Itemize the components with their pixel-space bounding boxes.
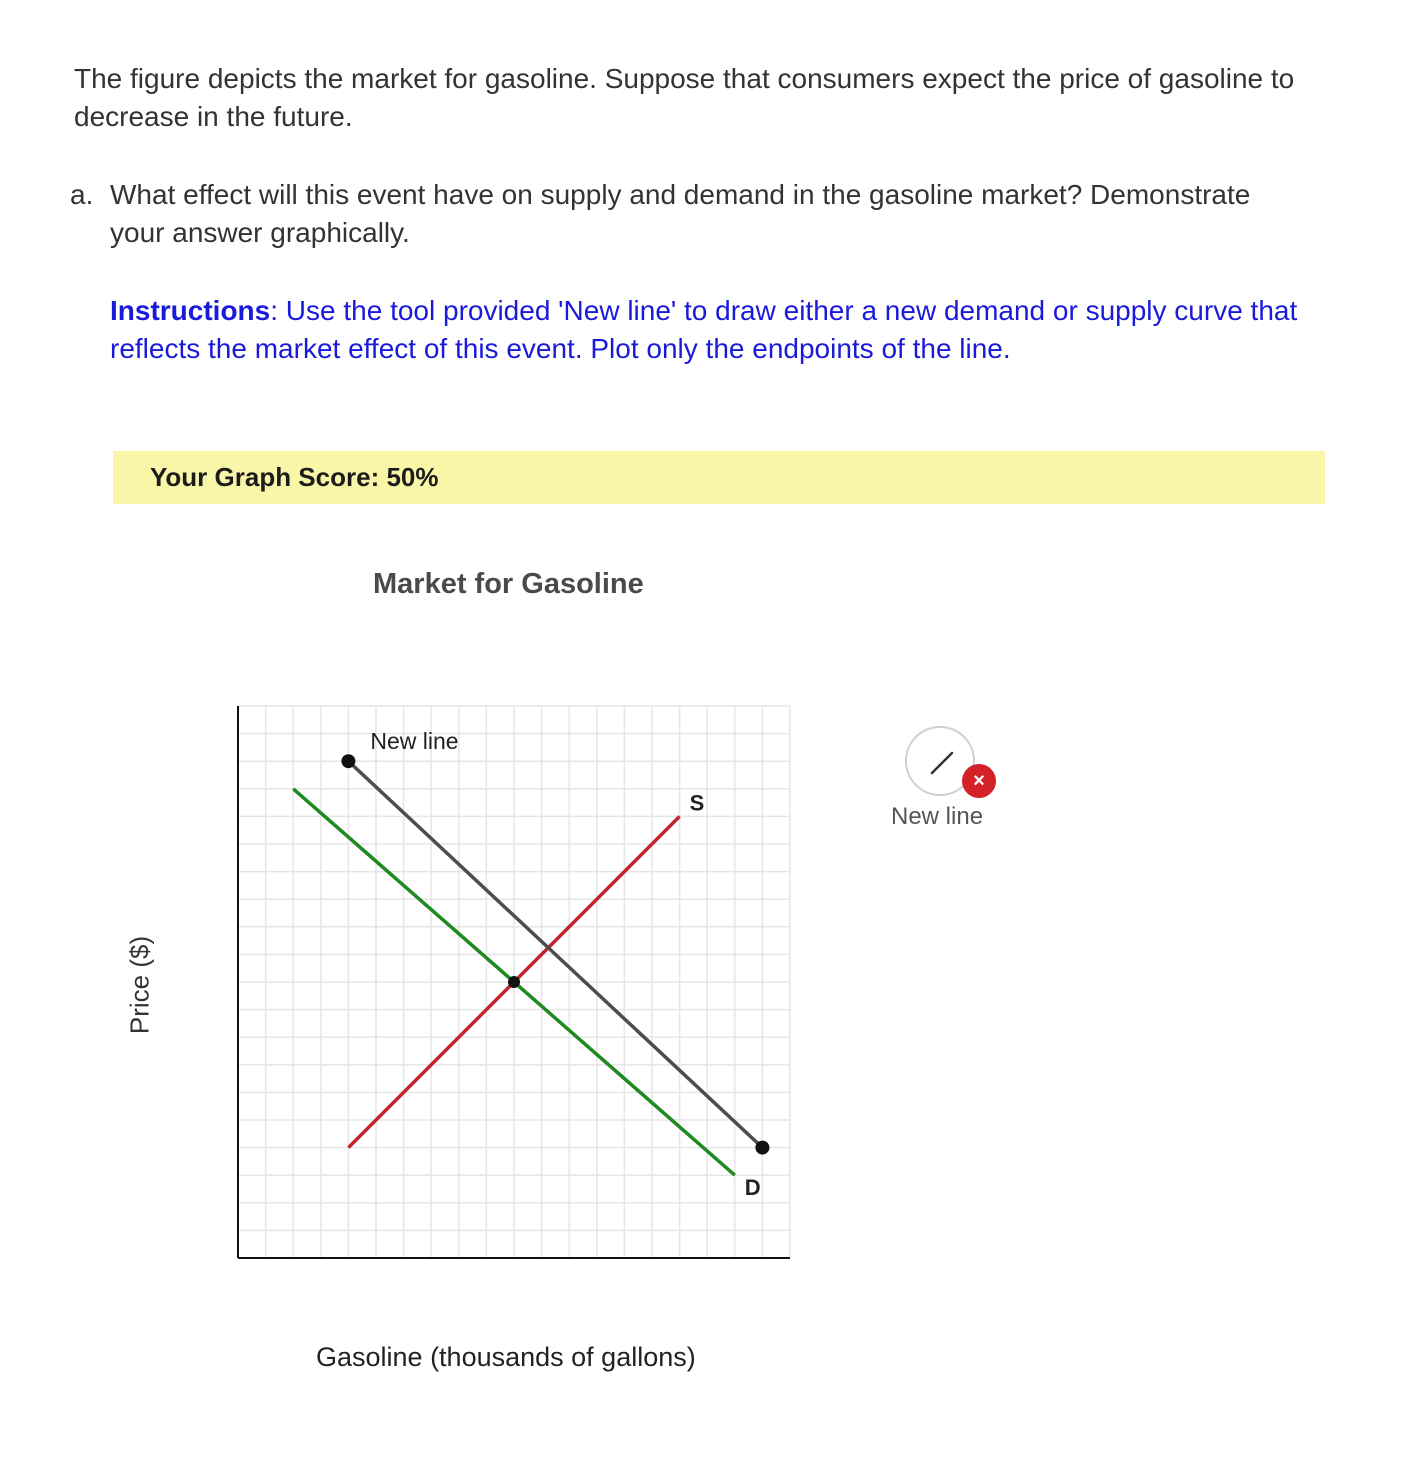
question-intro: The figure depicts the market for gasoline. Suppose that consumers expect the price of gasoline to decrease in the future.: [74, 63, 1295, 132]
new-line-tool-label: New line: [891, 803, 984, 830]
delete-line-button[interactable]: ×: [962, 764, 996, 798]
s-curve-label: S: [689, 790, 705, 816]
instructions-label: Instructions: [110, 295, 271, 326]
x-axis-label: Gasoline (thousands of gallons): [316, 1342, 696, 1372]
y-axis-label: Price ($): [124, 935, 155, 1035]
instructions-text: : Use the tool provided 'New line' to draw either a new demand or supply curve that reflects the market effect of this event. Plot only the endpoints of the line.: [110, 295, 1298, 364]
d-curve-label: D: [744, 1175, 761, 1201]
line-tool-icon: [929, 750, 955, 776]
part-letter: a.: [70, 179, 94, 210]
part-text: What effect will this event have on supply and demand in the gasoline market? Demonstrate your answer graphically.: [110, 179, 1251, 248]
new-line-endpoint[interactable]: [755, 1141, 769, 1155]
chart-title: Market for Gasoline: [373, 568, 644, 600]
equilibrium-point: [508, 976, 520, 988]
new-line-curve-label: New line: [370, 728, 459, 755]
graph-score: Your Graph Score: 50%: [150, 462, 439, 492]
new-line-endpoint[interactable]: [341, 754, 355, 768]
